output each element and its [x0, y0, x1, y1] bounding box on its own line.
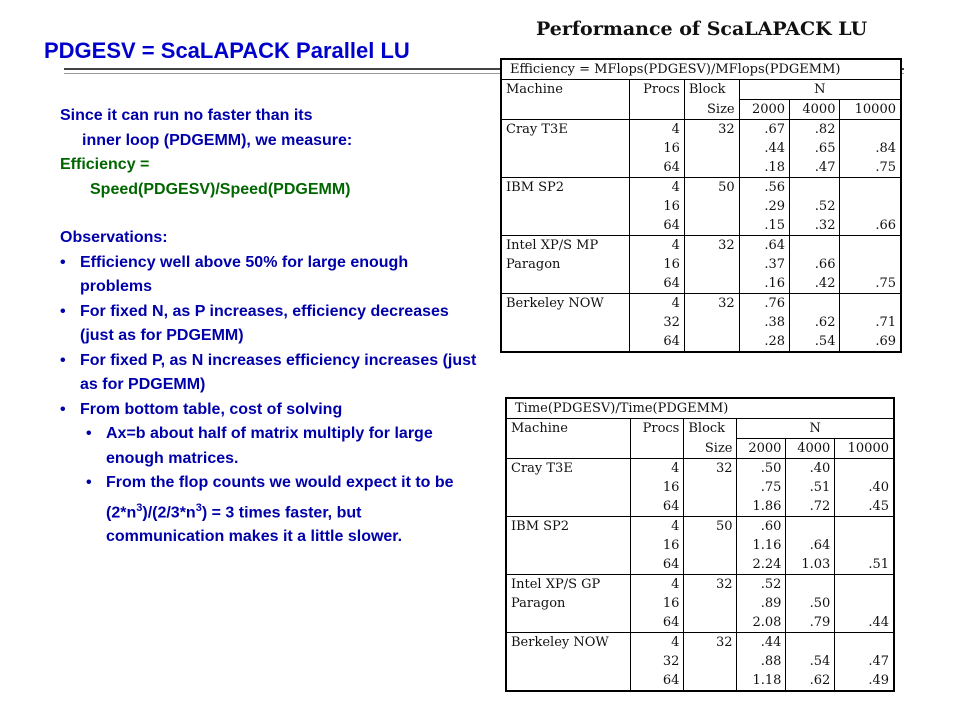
procs-cell: 4 — [630, 120, 685, 140]
block-cell — [684, 158, 739, 178]
efficiency-label: Efficiency = — [60, 156, 150, 173]
machine-name — [501, 332, 630, 352]
procs-cell: 64 — [631, 497, 684, 517]
value-cell: .44 — [737, 633, 786, 653]
machine-name — [501, 197, 630, 216]
machine-name — [501, 139, 630, 158]
value-cell: .52 — [737, 575, 786, 595]
sub-bullet-text-b: )/(2/3*n — [142, 503, 196, 521]
machine-name: Berkeley NOW — [501, 294, 630, 314]
machine-name — [501, 274, 630, 294]
value-cell — [786, 575, 835, 595]
machine-name — [501, 313, 630, 332]
block-cell — [684, 594, 737, 613]
block-cell — [684, 197, 739, 216]
efficiency-table — [500, 58, 902, 353]
header-n: N — [737, 419, 894, 439]
value-cell: .54 — [790, 332, 840, 352]
machine-name: Intel XP/S GP — [506, 575, 631, 595]
machine-name: Cray T3E — [501, 120, 630, 140]
value-cell: .69 — [875, 334, 896, 349]
block-cell: 32 — [684, 575, 737, 595]
value-cell: .40 — [868, 480, 889, 495]
value-cell: .62 — [790, 313, 840, 332]
bullet-mark: • — [60, 400, 66, 418]
value-cell: .16 — [739, 274, 789, 294]
header-n-4000: 4000 — [786, 439, 835, 459]
bullet-mark: • — [60, 351, 66, 369]
procs-cell: 16 — [630, 255, 685, 274]
procs-cell: 64 — [630, 332, 685, 352]
procs-cell: 32 — [631, 652, 684, 671]
header-n-4000: 4000 — [790, 100, 840, 120]
value-cell: .29 — [739, 197, 789, 216]
value-cell: .52 — [790, 197, 840, 216]
intro-line-1: Since it can run no faster than its — [60, 107, 313, 124]
block-cell: 32 — [684, 459, 737, 479]
procs-cell: 4 — [630, 294, 685, 314]
header-n-10000: 10000 — [840, 100, 901, 120]
header-n-2000: 2000 — [739, 100, 789, 120]
block-cell: 32 — [684, 294, 739, 314]
machine-name — [506, 613, 631, 633]
value-cell: 1.16 — [737, 536, 786, 555]
value-cell: .47 — [868, 654, 889, 669]
block-cell: 32 — [684, 120, 739, 140]
bullet-3 — [60, 349, 480, 398]
procs-cell: 16 — [631, 594, 684, 613]
body-text — [60, 104, 480, 550]
header-n: N — [739, 80, 901, 100]
header-block: Block — [684, 80, 739, 100]
value-cell: .51 — [835, 555, 894, 575]
observations-label: Observations: — [60, 229, 168, 246]
machine-name — [506, 555, 631, 575]
block-cell — [684, 478, 737, 497]
exponent: 3 — [195, 501, 202, 514]
procs-cell: 4 — [631, 459, 684, 479]
block-cell: 50 — [684, 178, 739, 198]
value-cell: .89 — [737, 594, 786, 613]
block-cell — [684, 555, 737, 575]
machine-name — [506, 671, 631, 691]
machine-name: Intel XP/S MP — [501, 236, 630, 256]
value-cell: .79 — [786, 613, 835, 633]
machine-name: Cray T3E — [506, 459, 631, 479]
value-cell: .18 — [739, 158, 789, 178]
header-n-10000: 10000 — [835, 439, 894, 459]
value-cell — [786, 517, 835, 537]
value-cell: .72 — [786, 497, 835, 517]
procs-cell: 16 — [630, 139, 685, 158]
procs-cell: 4 — [631, 517, 684, 537]
value-cell: .82 — [790, 120, 840, 140]
value-cell — [835, 575, 894, 595]
sub-bullet-text-c: ) = 3 times faster, but communication makes it a little slower. — [106, 503, 403, 546]
slide-title: PDGESV = ScaLAPACK Parallel LU — [44, 38, 410, 63]
value-cell — [835, 633, 894, 653]
procs-cell: 16 — [631, 536, 684, 555]
value-cell — [790, 294, 840, 314]
bullet-mark: • — [86, 425, 92, 442]
block-cell — [684, 274, 739, 294]
header-machine: Machine — [506, 419, 631, 439]
procs-cell: 16 — [631, 478, 684, 497]
value-cell: 1.86 — [737, 497, 786, 517]
value-cell: .56 — [739, 178, 789, 198]
machine-name: Berkeley NOW — [506, 633, 631, 653]
procs-cell: 4 — [630, 178, 685, 198]
value-cell: .44 — [835, 613, 894, 633]
value-cell: 1.03 — [786, 555, 835, 575]
value-cell: .75 — [840, 158, 901, 178]
block-cell — [684, 652, 737, 671]
machine-name: Paragon — [506, 594, 631, 613]
value-cell: .28 — [739, 332, 789, 352]
header-blank — [501, 100, 630, 120]
value-cell — [790, 178, 840, 198]
block-cell — [684, 497, 737, 517]
procs-cell: 64 — [630, 274, 685, 294]
table-caption: Efficiency = MFlops(PDGESV)/MFlops(PDGEMM) — [501, 59, 901, 80]
header-n-2000: 2000 — [737, 439, 786, 459]
block-cell: 32 — [684, 633, 737, 653]
value-cell: .50 — [737, 459, 786, 479]
value-cell — [835, 517, 894, 537]
value-cell — [840, 255, 901, 274]
value-cell: .75 — [737, 478, 786, 497]
value-cell: .64 — [739, 236, 789, 256]
block-cell — [684, 613, 737, 633]
sub-bullet-text — [106, 471, 480, 550]
bullet-2 — [60, 300, 480, 349]
value-cell: .44 — [739, 139, 789, 158]
header-machine: Machine — [501, 80, 630, 100]
bullet-1 — [60, 251, 480, 300]
sub-bullet-2 — [60, 471, 480, 550]
procs-cell: 4 — [630, 236, 685, 256]
value-cell: .45 — [835, 497, 894, 517]
value-cell: .88 — [737, 652, 786, 671]
procs-cell: 16 — [630, 197, 685, 216]
value-cell: .51 — [786, 478, 835, 497]
machine-name: IBM SP2 — [501, 178, 630, 198]
bullet-text: From bottom table, cost of solving — [80, 400, 343, 418]
value-cell — [786, 633, 835, 653]
value-cell: .62 — [786, 671, 835, 691]
procs-cell: 64 — [631, 671, 684, 691]
procs-cell: 32 — [630, 313, 685, 332]
value-cell — [835, 594, 894, 613]
procs-cell: 64 — [630, 216, 685, 236]
value-cell — [835, 536, 894, 555]
bullet-text: Efficiency well above 50% for large enough problems — [80, 253, 409, 295]
block-cell: 32 — [684, 236, 739, 256]
sub-bullet-text: Ax=b about half of matrix multiply for large enough matrices. — [106, 425, 433, 467]
header-procs: Procs — [631, 419, 684, 439]
machine-name — [506, 478, 631, 497]
machine-name — [501, 158, 630, 178]
value-cell: .65 — [790, 139, 840, 158]
intro-line-2: inner loop (PDGEMM), we measure: — [82, 131, 353, 149]
value-cell — [840, 197, 901, 216]
value-cell: .50 — [786, 594, 835, 613]
value-cell: .54 — [786, 652, 835, 671]
value-cell: 1.18 — [737, 671, 786, 691]
procs-cell: 4 — [631, 633, 684, 653]
value-cell: .84 — [875, 141, 896, 156]
machine-name — [506, 497, 631, 517]
value-cell: .47 — [790, 158, 840, 178]
value-cell — [835, 459, 894, 479]
machine-name: IBM SP2 — [506, 517, 631, 537]
header-blank — [506, 439, 631, 459]
value-cell: .42 — [790, 274, 840, 294]
value-cell: .75 — [840, 274, 901, 294]
figure-title: Performance of ScaLAPACK LU — [536, 18, 868, 40]
value-cell: .60 — [737, 517, 786, 537]
bullet-4 — [60, 398, 480, 423]
block-cell: 50 — [684, 517, 737, 537]
header-procs: Procs — [630, 80, 685, 100]
value-cell: 2.24 — [737, 555, 786, 575]
block-cell — [684, 216, 739, 236]
header-blank — [630, 100, 685, 120]
time-ratio-table — [505, 397, 895, 692]
value-cell — [840, 236, 901, 256]
exponent: 3 — [136, 501, 143, 514]
spacer — [60, 202, 480, 226]
value-cell: .76 — [739, 294, 789, 314]
sub-bullet-1 — [60, 422, 480, 471]
value-cell: .66 — [790, 255, 840, 274]
block-cell — [684, 139, 739, 158]
bullet-mark: • — [60, 302, 66, 320]
bullet-text: For fixed N, as P increases, efficiency decreases (just as for PDGEMM) — [80, 302, 449, 344]
value-cell: .49 — [868, 673, 889, 688]
value-cell — [840, 294, 901, 314]
value-cell: .40 — [786, 459, 835, 479]
machine-name — [501, 216, 630, 236]
value-cell: .64 — [786, 536, 835, 555]
machine-name: Paragon — [501, 255, 630, 274]
bullet-text: For fixed P, as N increases efficiency increases (just as for PDGEMM) — [80, 351, 477, 393]
value-cell: 2.08 — [737, 613, 786, 633]
machine-name — [506, 652, 631, 671]
block-cell — [684, 536, 737, 555]
value-cell: .71 — [875, 315, 896, 330]
value-cell: .32 — [790, 216, 840, 236]
bullet-mark: • — [60, 253, 66, 271]
sub-bullet-text-a: From the flop counts we would expect it to be (2*n — [106, 474, 454, 521]
header-size: Size — [684, 100, 739, 120]
header-block: Block — [684, 419, 737, 439]
header-blank — [631, 439, 684, 459]
value-cell — [790, 236, 840, 256]
procs-cell: 64 — [631, 613, 684, 633]
efficiency-formula: Speed(PDGESV)/Speed(PDGEMM) — [90, 180, 351, 198]
value-cell: .38 — [739, 313, 789, 332]
value-cell: .66 — [840, 216, 901, 236]
procs-cell: 4 — [631, 575, 684, 595]
value-cell — [840, 178, 901, 198]
block-cell — [684, 332, 739, 352]
bullet-mark: • — [86, 474, 92, 491]
value-cell: .15 — [739, 216, 789, 236]
block-cell — [684, 313, 739, 332]
block-cell — [684, 671, 737, 691]
value-cell — [840, 120, 901, 140]
procs-cell: 64 — [630, 158, 685, 178]
procs-cell: 64 — [631, 555, 684, 575]
value-cell: .67 — [739, 120, 789, 140]
value-cell: .37 — [739, 255, 789, 274]
header-size: Size — [684, 439, 737, 459]
table-caption: Time(PDGESV)/Time(PDGEMM) — [506, 398, 894, 419]
block-cell — [684, 255, 739, 274]
machine-name — [506, 536, 631, 555]
